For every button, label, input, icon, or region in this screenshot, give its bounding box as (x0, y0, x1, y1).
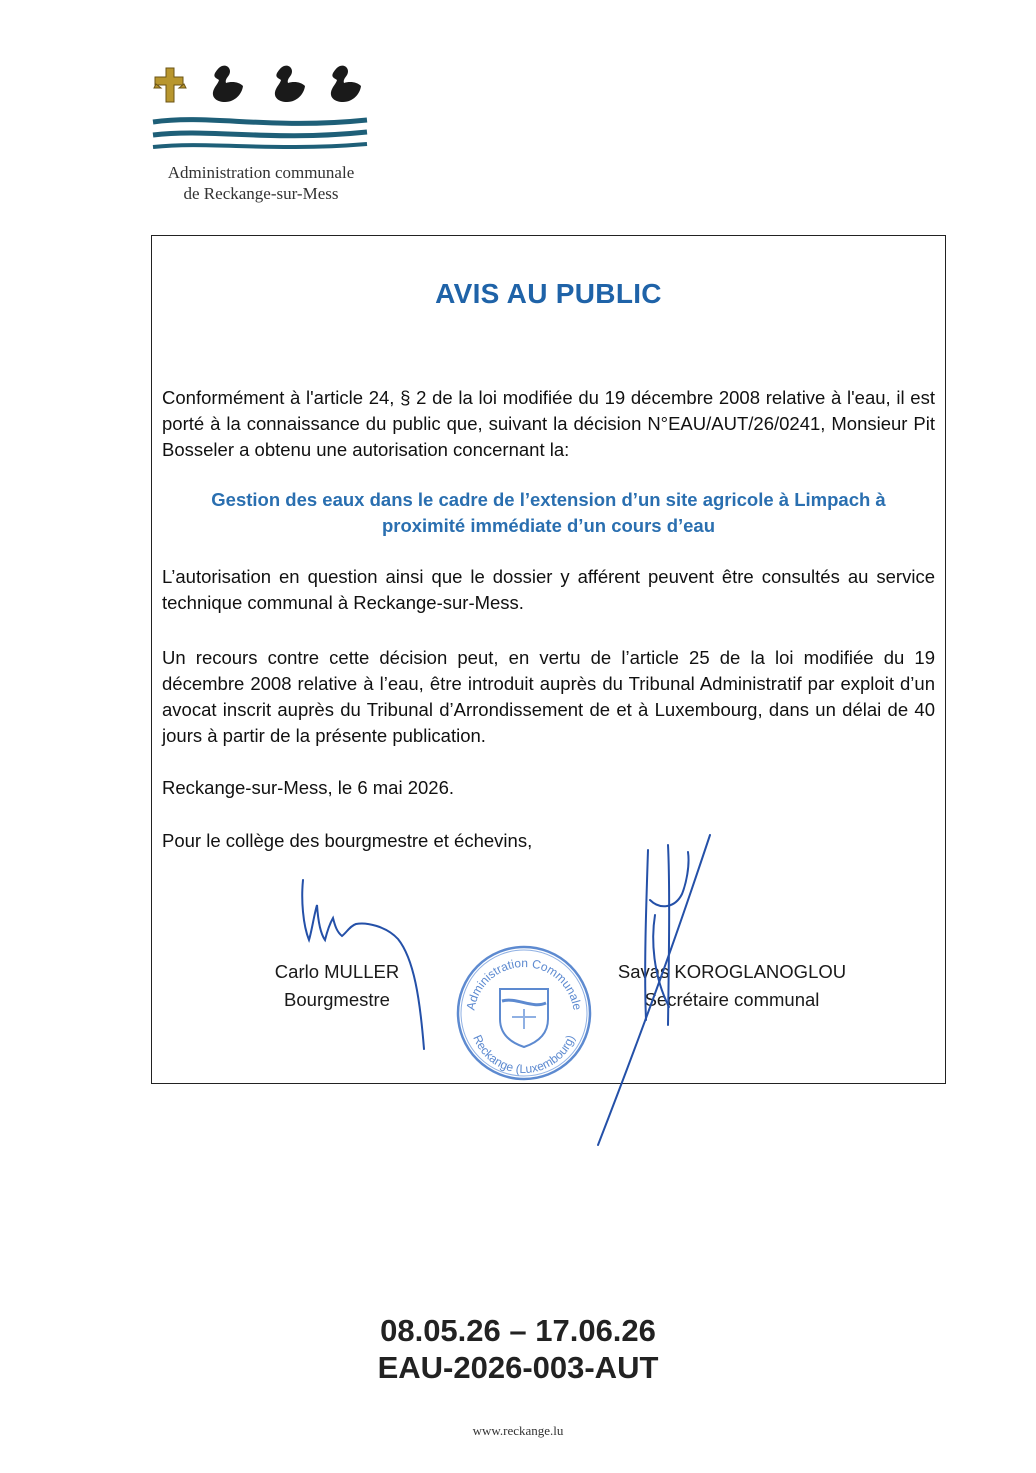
paragraph-consultation: L’autorisation en question ainsi que le dossier y afférent peuvent être consultés au service technique communal à Reckange-sur-Mess. (162, 566, 935, 613)
secretary-name: Savas KOROGLANOGLOU (617, 961, 847, 982)
publication-period: 08.05.26 – 17.06.26 (380, 1313, 656, 1348)
org-line1: Administration communale (167, 163, 355, 182)
bird-icon (213, 66, 361, 102)
notice-box (151, 235, 946, 1084)
subject-line1: Gestion des eaux dans le cadre de l’extension d’un site agricole à Limpach à (211, 489, 886, 510)
authorization-subject (162, 487, 935, 539)
mayor-name: Carlo MULLER (274, 961, 400, 982)
reference-number: EAU-2026-003-AUT (377, 1350, 659, 1385)
cross-icon (154, 68, 186, 102)
logo-graphic (150, 62, 372, 157)
waves-icon (153, 120, 367, 147)
organization-name (145, 162, 377, 204)
subject-line2: proximité immédiate d’un cours d’eau (381, 515, 716, 536)
closing-line: Pour le collège des bourgmestre et échevins, (162, 830, 533, 851)
footer-website: www.reckange.lu (472, 1423, 564, 1438)
signatory-mayor (262, 958, 412, 1014)
official-seal (452, 939, 597, 1084)
publication-block (0, 1312, 1036, 1386)
place-date: Reckange-sur-Mess, le 6 mai 2026. (162, 777, 455, 798)
notice-title: AVIS AU PUBLIC (435, 278, 662, 309)
secretary-role: Secrétaire communal (644, 989, 820, 1010)
seal-text-top: Administration Communale (463, 955, 585, 1012)
seal-text-bottom: Reckange (Luxembourg) (470, 1032, 578, 1077)
paragraph-legal-basis: Conformément à l'article 24, § 2 de la loi modifiée du 19 décembre 2008 relative à l'eau, il est porté à la connaissance du public que, suivant la décision N°EAU/AUT/26/0241, Monsieur Pit Bosseler a obtenu une autorisation concernant la: (162, 387, 935, 460)
signatory-secretary (612, 958, 852, 1014)
paragraph-appeal: Un recours contre cette décision peut, en vertu de l’article 25 de la loi modifiée du 19 décembre 2008 relative à l’eau, être introduit auprès du Tribunal Administratif par exploit d’un avocat inscrit auprès du Tribunal d’Arrondissement de et à Luxembourg, dans un délai de 40 jours à partir de la présente publication. (162, 647, 935, 746)
mayor-role: Bourgmestre (284, 989, 390, 1010)
org-line2: de Reckange-sur-Mess (183, 184, 339, 203)
seal-icon (452, 939, 597, 1084)
